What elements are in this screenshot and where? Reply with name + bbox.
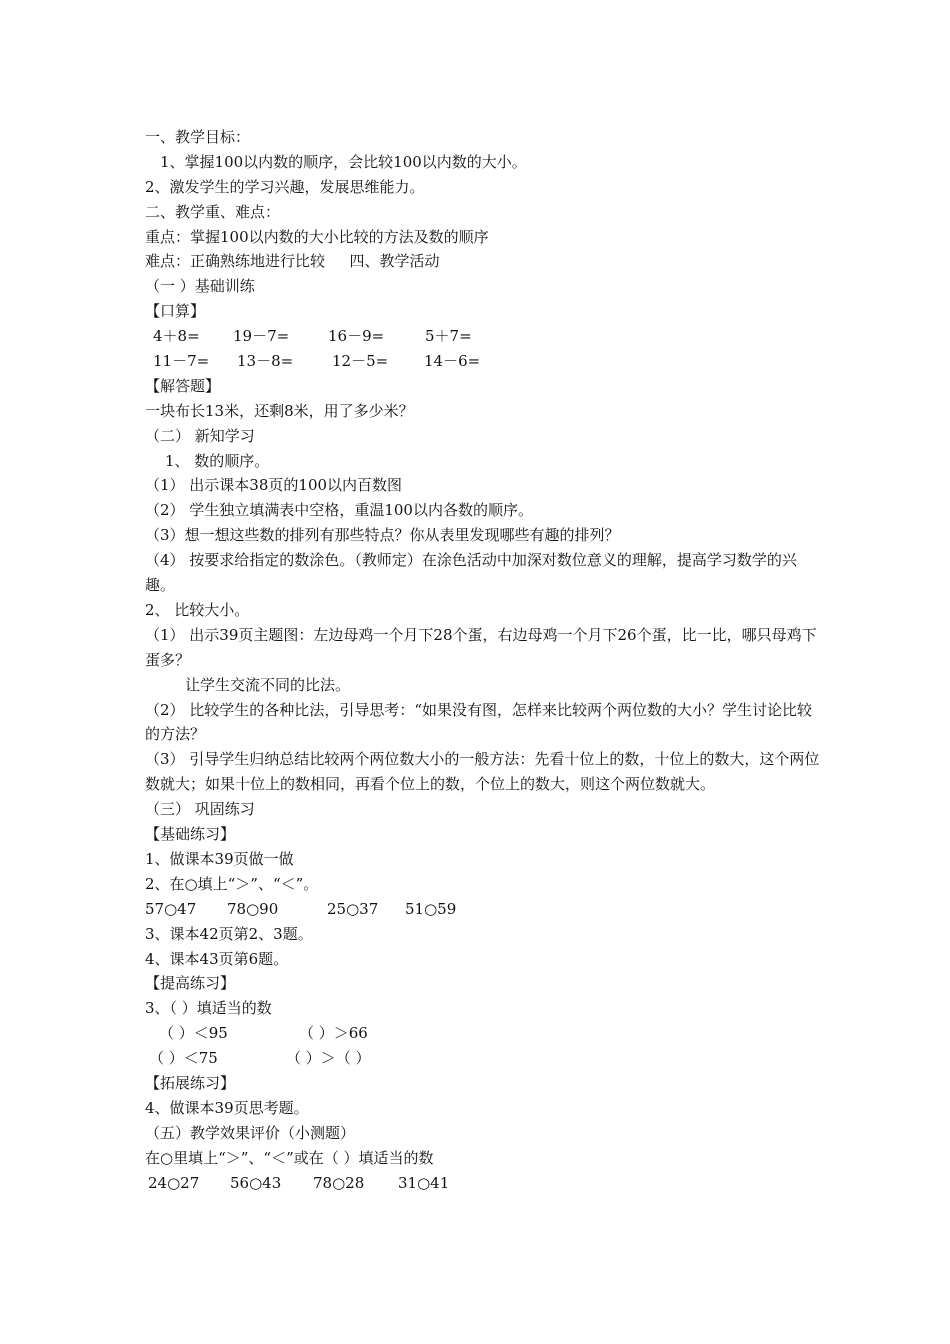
quiz-item: 56○43 <box>230 1173 282 1192</box>
evaluation-instructions: 在○里填上“＞”、“＜”或在（ ）填适当的数 <box>145 1148 434 1167</box>
oral-calc-row-1 <box>145 324 825 349</box>
practice-3: 3、课本42页第2、3题。 <box>145 924 313 943</box>
lesson-plan-body <box>145 125 825 1195</box>
heading-teaching-goals: 一、教学目标： <box>145 128 251 146</box>
quiz-row <box>145 1171 825 1196</box>
oral-item: 13－8= <box>237 352 294 371</box>
label-advanced-practice: 【提高练习】 <box>145 974 236 993</box>
label-word-problem: 【解答题】 <box>145 376 221 395</box>
fill-item: （ ）＜75 <box>149 1049 218 1068</box>
step-3: （3）想一想这些数的排列有那些特点？你从表里发现哪些有趣的排列？ <box>145 526 620 545</box>
step-2: （2） 学生独立填满表中空格，重温100以内各数的顺序。 <box>145 501 533 520</box>
section-new-knowledge: （二） 新知学习 <box>145 426 255 445</box>
advanced-practice: 3、（ ）填适当的数 <box>145 999 272 1018</box>
oral-item: 5＋7= <box>425 327 472 346</box>
compare-step-3: （3） 引导学生归纳总结比较两个两位数大小的一般方法：先看十位上的数，十位上的数大，这个两位数就大；如果十位上的数相同，再看个位上的数，个位上的数大，则这个两位数就大。 <box>145 750 820 794</box>
practice-2: 2、在○填上“＞”、“＜”。 <box>145 874 319 893</box>
compare-step-1: （1） 出示39页主题图：左边母鸡一个月下28个蛋，右边母鸡一个月下26个蛋，比一比，哪只母鸡下蛋多？ <box>145 625 817 669</box>
compare-exercise-row <box>145 897 825 922</box>
oral-item: 14－6= <box>424 352 481 371</box>
compare-item: 78○90 <box>227 899 279 918</box>
compare-exchange: 让学生交流不同的比法。 <box>185 675 351 694</box>
section-consolidation: （三） 巩固练习 <box>145 800 255 819</box>
compare-item: 57○47 <box>145 899 197 918</box>
extension-practice: 4、做课本39页思考题。 <box>145 1098 309 1117</box>
word-problem: 一块布长13米，还剩8米，用了多少米？ <box>145 401 414 420</box>
oral-item: 11－7= <box>153 352 210 371</box>
goal-2: 2、激发学生的学习兴趣，发展思维能力。 <box>145 177 425 196</box>
section-evaluation: （五）教学效果评价（小测题） <box>145 1123 356 1142</box>
quiz-item: 78○28 <box>313 1173 365 1192</box>
label-oral-calc: 【口算】 <box>145 302 206 321</box>
heading-key-points: 二、教学重、难点： <box>145 202 281 221</box>
oral-item: 16－9= <box>328 327 385 346</box>
quiz-item: 31○41 <box>398 1173 450 1192</box>
compare-item: 25○37 <box>327 899 379 918</box>
section-basic-training: （一 ）基础训练 <box>145 277 255 296</box>
compare-step-2: （2） 比较学生的各种比法，引导思考：“如果没有图，怎样来比较两个两位数的大小？学生讨论比较的方法？ <box>145 700 812 744</box>
fill-row-2 <box>145 1046 825 1071</box>
oral-item: 4＋8= <box>153 327 200 346</box>
practice-1: 1、做课本39页做一做 <box>145 849 294 868</box>
step-1: （1） 出示课本38页的100以内百数图 <box>145 476 403 495</box>
key-point: 重点：掌握100以内数的大小比较的方法及数的顺序 <box>145 227 489 246</box>
practice-4: 4、课本43页第6题。 <box>145 949 289 968</box>
fill-item: （ ）＞66 <box>299 1024 368 1043</box>
topic-compare: 2、 比较大小。 <box>145 600 250 619</box>
compare-item: 51○59 <box>405 899 457 918</box>
label-extension-practice: 【拓展练习】 <box>145 1073 236 1092</box>
quiz-item: 24○27 <box>148 1173 200 1192</box>
fill-item: （ ）＜95 <box>159 1024 228 1043</box>
step-4: （4） 按要求给指定的数涂色。（教师定）在涂色活动中加深对数位意义的理解，提高学习数学的兴趣。 <box>145 551 797 595</box>
fill-row-1 <box>145 1021 825 1046</box>
topic-number-order: 1、 数的顺序。 <box>165 451 270 470</box>
goal-1: 1、掌握100以内数的顺序，会比较100以内数的大小。 <box>160 152 527 171</box>
difficult-point: 难点：正确熟练地进行比较 四、教学活动 <box>145 252 440 271</box>
fill-item: （ ）＞（ ） <box>286 1049 371 1068</box>
oral-item: 19－7= <box>233 327 290 346</box>
label-basic-practice: 【基础练习】 <box>145 825 236 844</box>
oral-item: 12－5= <box>332 352 389 371</box>
oral-calc-row-2 <box>145 349 825 374</box>
